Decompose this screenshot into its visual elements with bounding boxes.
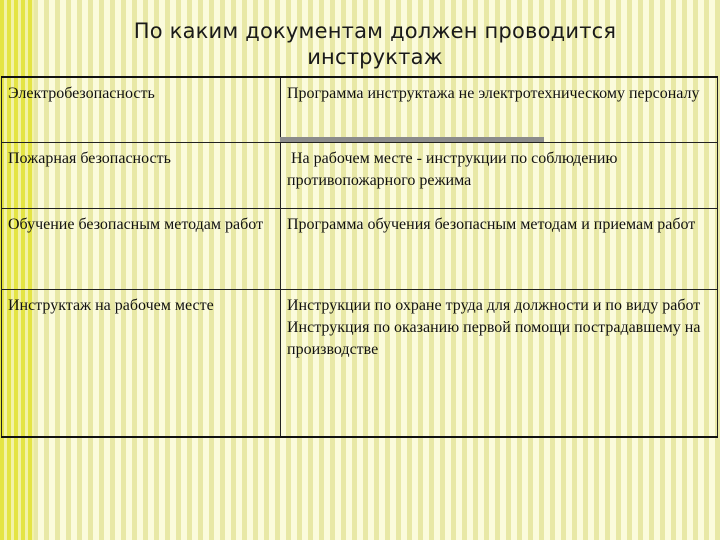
table-row — [2, 77, 718, 143]
document-text: Программа инструктажа не электротехническому персоналу — [287, 85, 700, 102]
topic-text: Пожарная безопасность — [8, 150, 171, 167]
topic-cell — [2, 209, 281, 290]
documents-cell — [281, 209, 718, 290]
topic-text: Электробезопасность — [8, 85, 155, 102]
table-row — [2, 143, 718, 209]
table-row — [2, 209, 718, 290]
document-text: Программа обучения безопасным методам и приемам работ — [287, 216, 696, 233]
topic-cell — [2, 290, 281, 438]
title-line-2: инструктаж — [307, 45, 443, 69]
topic-cell — [2, 77, 281, 143]
document-text: Инструкции по охране труда для должности и по виду работ — [287, 297, 701, 314]
title-line-1: По каким документам должен проводится — [133, 19, 617, 43]
topic-text: Инструктаж на рабочем месте — [8, 297, 214, 314]
documents-cell — [281, 290, 718, 438]
table-row — [2, 290, 718, 438]
topic-text: Обучение безопасным методам работ — [8, 216, 264, 233]
documents-cell — [281, 143, 718, 209]
documents-table — [1, 76, 718, 438]
accent-bar — [280, 137, 544, 142]
documents-cell — [281, 77, 718, 143]
slide-title — [70, 18, 680, 70]
topic-cell — [2, 143, 281, 209]
document-text: Инструкция по оказанию первой помощи пострадавшему на производстве — [287, 319, 701, 358]
document-text: На рабочем месте - инструкции по соблюдению противопожарного режима — [287, 150, 622, 189]
